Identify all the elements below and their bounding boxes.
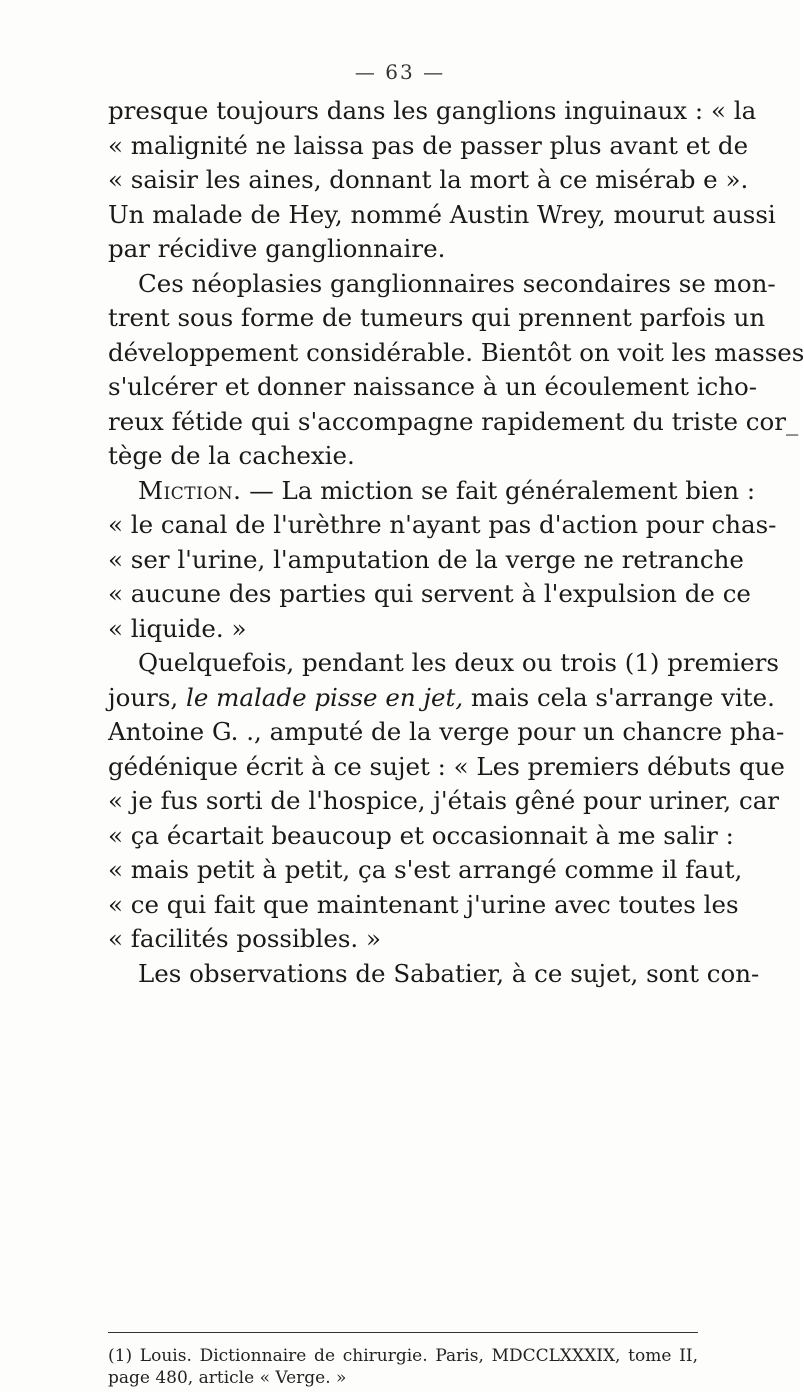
- text-line-5: par récidive ganglionnaire.: [108, 234, 446, 263]
- text-line-12: [108, 474, 756, 509]
- body-text: [108, 94, 804, 991]
- text-line-23: « mais petit à petit, ça s'est arrangé comme il faut,: [108, 855, 743, 884]
- text-line-1: presque toujours dans les ganglions inguinaux : « la: [108, 96, 757, 125]
- text-line-21: « je fus sorti de l'hospice, j'étais gêné pour uriner, car: [108, 786, 780, 815]
- miction-text: — La miction se fait généralement bien :: [249, 475, 756, 505]
- text-line-10: reux fétide qui s'accompagne rapidement du triste cor_: [108, 406, 799, 436]
- text-line-3: « saisir les aines, donnant la mort à ce misérab e ».: [108, 165, 749, 194]
- italic-quote: le malade pisse en jet,: [186, 682, 464, 712]
- text-line-15: « aucune des parties qui servent à l'expulsion de ce: [108, 579, 751, 608]
- footnote: [108, 1345, 698, 1389]
- text-line-11: tège de la cachexie.: [108, 441, 355, 470]
- text-line-19: Antoine G. ., amputé de la verge pour un chancre pha-: [108, 717, 785, 746]
- text-line-9: s'ulcérer et donner naissance à un écoulement icho-: [108, 372, 758, 401]
- footnote-separator: [108, 1332, 698, 1333]
- text-line-2: « malignité ne laissa pas de passer plus avant et de: [108, 130, 749, 160]
- footnote-line-2: page 480, article « Verge. »: [108, 1368, 347, 1388]
- text-line-20: gédénique écrit à ce sujet : « Les premiers débuts que: [108, 751, 785, 781]
- text-line-16: « liquide. »: [108, 613, 247, 643]
- text-line-14: « ser l'urine, l'amputation de la verge ne retranche: [108, 544, 744, 574]
- text-line-24: « ce qui fait que maintenant j'urine avec toutes les: [108, 889, 739, 919]
- miction-heading: Miction.: [138, 475, 242, 505]
- text-line-7: trent sous forme de tumeurs qui prennent parfois un: [108, 303, 766, 332]
- text-fragment-jours: jours,: [108, 682, 179, 712]
- text-line-18: [108, 681, 775, 716]
- text-line-8: développement considérable. Bientôt on voit les masses: [108, 337, 804, 367]
- footnote-line-1: (1) Louis. Dictionnaire de chirurgie. Paris, MDCCLXXXIX, tome II,: [108, 1346, 698, 1366]
- text-line-6: Ces néoplasies ganglionnaires secondaires se mon-: [138, 268, 776, 298]
- text-fragment-arrange: mais cela s'arrange vite.: [470, 682, 775, 712]
- text-line-13: « le canal de l'urèthre n'ayant pas d'action pour chas-: [108, 510, 777, 539]
- text-line-26: Les observations de Sabatier, à ce sujet, sont con-: [138, 958, 760, 988]
- page-number: — 63 —: [354, 60, 446, 84]
- text-line-22: « ça écartait beaucoup et occasionnait à me salir :: [108, 820, 734, 850]
- text-line-17: Quelquefois, pendant les deux ou trois (1) premiers: [138, 648, 779, 677]
- text-line-4: Un malade de Hey, nommé Austin Wrey, mourut aussi: [108, 199, 776, 229]
- text-line-25: « facilités possibles. »: [108, 924, 381, 953]
